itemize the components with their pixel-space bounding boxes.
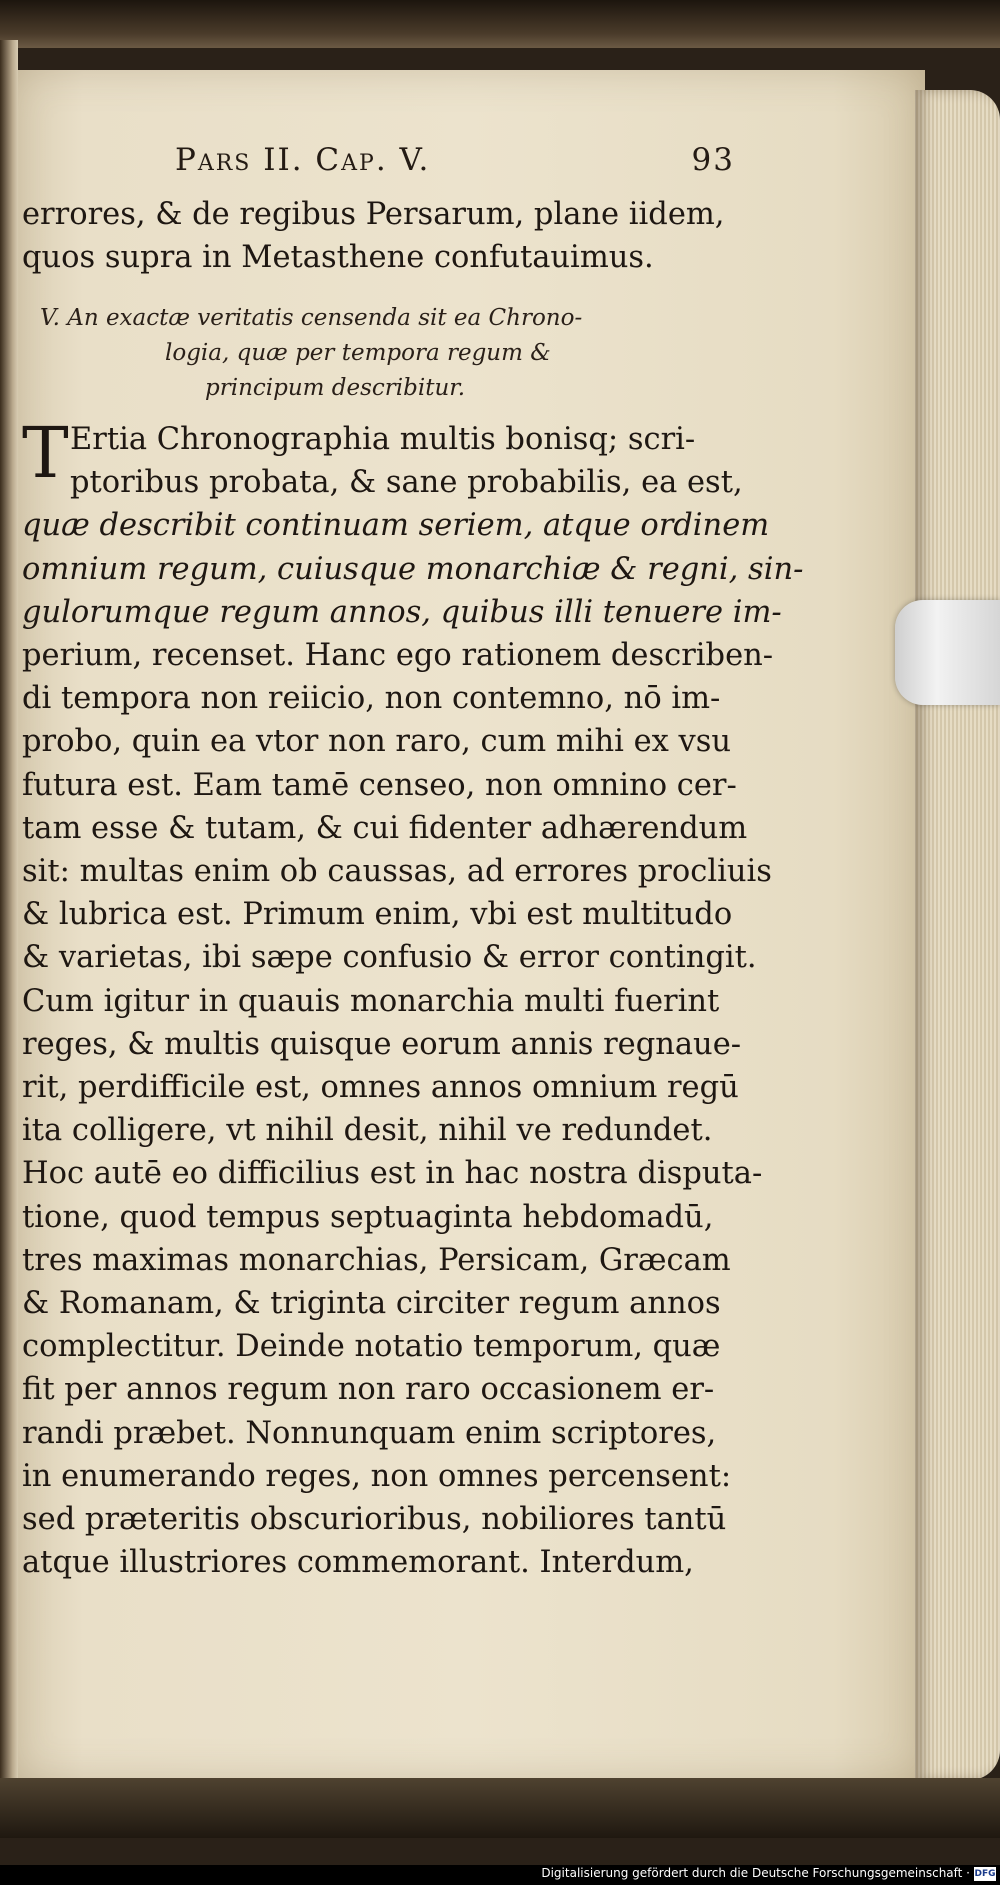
- spine-shadow: [0, 40, 18, 1780]
- page-edges: [915, 90, 1000, 1780]
- section-heading-line: principum describitur.: [205, 375, 466, 401]
- body-line: perium, recenset. Hanc ego rationem describen-: [22, 638, 774, 673]
- body-line: sit: multas enim ob caussas, ad errores procliuis: [22, 854, 772, 889]
- body-line: tam esse & tutam, & cui fidenter adhærendum: [22, 810, 748, 846]
- body-line: & Romanam, & triginta circiter regum annos: [22, 1286, 721, 1321]
- body-line: Hoc autē eo difficilius est in hac nostra disputa-: [22, 1156, 763, 1192]
- top-binding-edge: [0, 0, 1000, 48]
- body-line: in enumerando reges, non omnes percensent:: [22, 1458, 732, 1494]
- text-line: quos supra in Metasthene confutauimus.: [22, 240, 654, 275]
- body-line: tione, quod tempus septuaginta hebdomadū,: [22, 1199, 714, 1235]
- section-heading-line: logia, quæ per tempora regum &: [165, 340, 551, 366]
- digitization-credit: Digitalisierung gefördert durch die Deutsche Forschungsgemeinschaft ·: [541, 1866, 970, 1880]
- body-line: Cum igitur in quauis monarchia multi fuerint: [22, 983, 720, 1019]
- body-line: omnium regum, cuiusque monarchiæ & regni, sin-: [22, 551, 804, 587]
- dfg-logo: DFG: [974, 1869, 996, 1879]
- drop-cap: T: [22, 412, 69, 494]
- body-line: probo, quin ea vtor non raro, cum mihi ex vsu: [22, 724, 732, 760]
- body-line: di tempora non reiicio, non contemno, nō im-: [22, 681, 721, 717]
- running-head: [175, 142, 735, 178]
- body-line: & varietas, ibi sæpe confusio & error contingit.: [22, 940, 757, 976]
- body-line: tres maximas monarchias, Persicam, Græcam: [22, 1242, 731, 1278]
- text-line: errores, & de regibus Persarum, plane iidem,: [22, 197, 725, 232]
- body-line: rit, perdifficile est, omnes annos omnium regū: [22, 1070, 739, 1105]
- page-number: 93: [691, 142, 735, 178]
- body-line: atque illustriores commemorant. Interdum,: [22, 1545, 694, 1581]
- body-line: & lubrica est. Primum enim, vbi est multitudo: [22, 897, 733, 933]
- body-line: sed præteritis obscurioribus, nobiliores tantū: [22, 1502, 727, 1537]
- body-line: quæ describit continuam seriem, atque ordinem: [22, 508, 770, 544]
- body-line: Ertia Chronographia multis bonisq; scri-: [70, 422, 696, 457]
- body-line: fit per annos regum non raro occasionem er-: [22, 1372, 715, 1408]
- body-line: complectitur. Deinde notatio temporum, quæ: [22, 1329, 721, 1365]
- body-line: randi præbet. Nonnunquam enim scriptores,: [22, 1415, 717, 1451]
- body-line: ptoribus probata, & sane probabilis, ea est,: [70, 465, 743, 501]
- bookmark-tab: [895, 600, 1000, 705]
- body-line: reges, & multis quisque eorum annis regnaue-: [22, 1026, 742, 1062]
- bottom-edge: [0, 1778, 1000, 1838]
- running-head-title: Pars II. Cap. V.: [175, 142, 431, 178]
- section-heading-line: V. An exactæ veritatis censenda sit ea Chrono-: [40, 305, 583, 331]
- body-line: futura est. Eam tamē censeo, non omnino cer-: [22, 767, 737, 803]
- body-line: gulorumque regum annos, quibus illi tenuere im-: [22, 594, 782, 630]
- body-line: ita colligere, vt nihil desit, nihil ve redundet.: [22, 1113, 713, 1149]
